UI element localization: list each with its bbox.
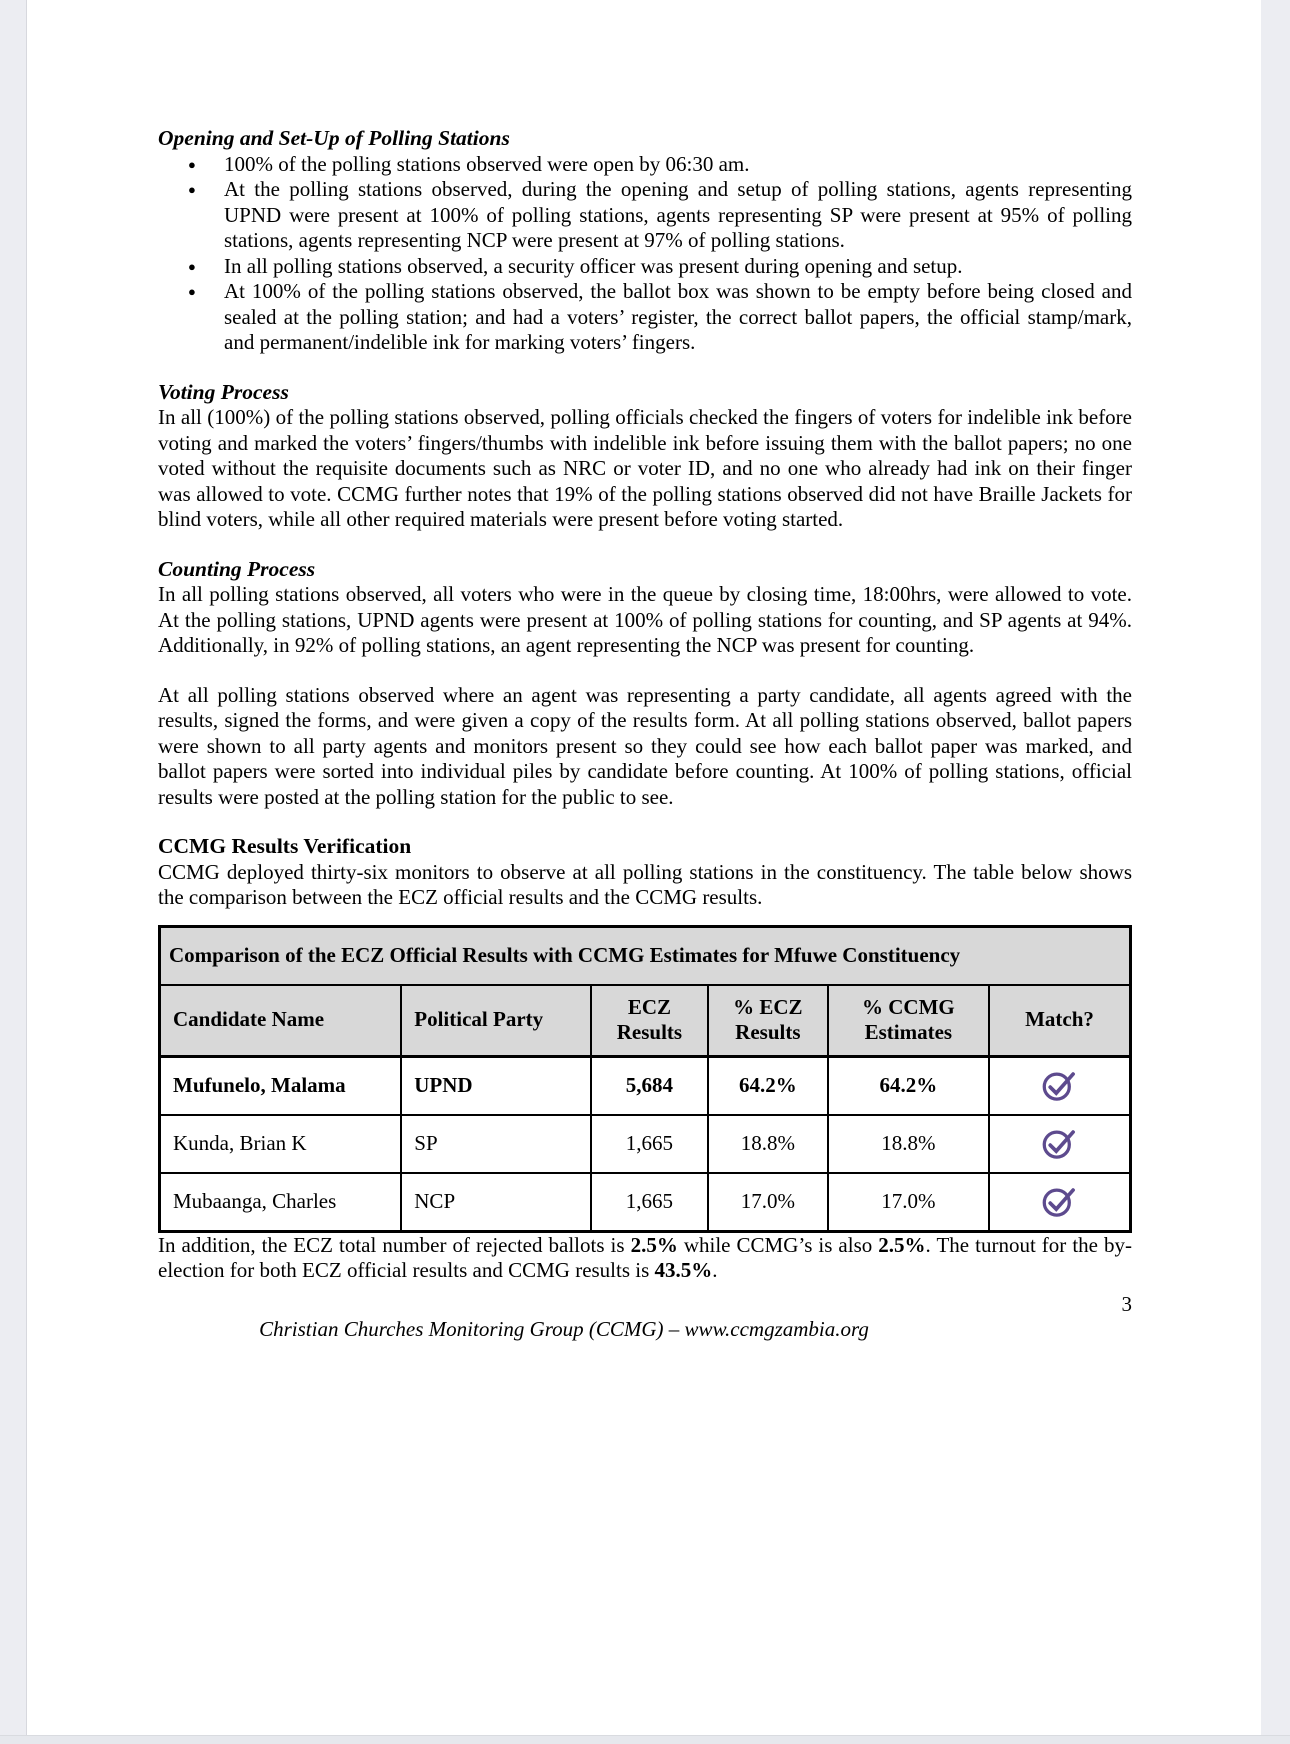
page-margin-right <box>1260 0 1290 1744</box>
party-cell: SP <box>401 1115 591 1173</box>
pct-ecz-cell: 17.0% <box>708 1173 828 1232</box>
bullet-text: At 100% of the polling stations observed, the ballot box was shown to be empty before being closed and sealed at the polling station; and had a voters’ register, the correct ballot papers, the official stamp/mark, and permanent/indelible ink for marking voters’ fingers. <box>224 279 1132 354</box>
column-header-candidate: Candidate Name <box>160 985 402 1057</box>
bottom-bar <box>0 1735 1290 1744</box>
match-check-icon <box>1041 1125 1078 1162</box>
ecz-results-cell: 5,684 <box>591 1056 708 1115</box>
list-item <box>158 152 1132 178</box>
voting-section-heading: Voting Process <box>158 379 289 404</box>
document-footer: Christian Churches Monitoring Group (CCMG) – www.ccmgzambia.org <box>259 1317 869 1341</box>
bullet-icon: ● <box>188 284 196 299</box>
candidate-name-cell: Kunda, Brian K <box>160 1115 402 1173</box>
pct-ecz-cell: 64.2% <box>708 1056 828 1115</box>
closing-bold-value: 2.5% <box>878 1232 926 1257</box>
column-header-party: Political Party <box>401 985 591 1057</box>
opening-section-heading: Opening and Set-Up of Polling Stations <box>158 126 510 150</box>
table-header-row <box>160 985 1131 1057</box>
column-header-pct-ecz: % ECZ Results <box>708 985 828 1057</box>
pct-ccmg-cell: 64.2% <box>828 1056 989 1115</box>
page-number: 3 <box>1121 1291 1132 1316</box>
column-header-match: Match? <box>989 985 1131 1057</box>
counting-paragraph: In all polling stations observed, all voters who were in the queue by closing time, 18:00hrs, were allowed to vote. At the polling stations, UPND agents were present at 100% of polling stations for counting, and SP agents at 94%. Additionally, in 92% of polling stations, an agent representing the NCP was present for counting. <box>158 582 1132 657</box>
counting-paragraph-2: At all polling stations observed where an agent was representing a party candidate, all agents agreed with the results, signed the forms, and were given a copy of the results form. At all polling stations observed, ballot papers were shown to all party agents and monitors present so they could see how each ballot paper was marked, and ballot papers were sorted into individual piles by candidate before counting. At 100% of polling stations, official results were posted at the polling station for the public to see. <box>158 682 1132 809</box>
list-item <box>158 254 1132 280</box>
page-content <box>158 126 1132 1343</box>
voting-paragraph: In all (100%) of the polling stations observed, polling officials checked the fingers of voters for indelible ink before voting and marked the voters’ fingers/thumbs with indelible ink before issuing them with the ballot papers; no one voted without the requisite documents such as NRC or voter ID, and no one who already had ink on their finger was allowed to vote. CCMG further notes that 19% of the polling stations observed did not have Braille Jackets for blind voters, while all other required materials were present before voting started. <box>158 405 1132 531</box>
candidate-name-cell: Mubaanga, Charles <box>160 1173 402 1232</box>
table-row <box>160 1173 1131 1232</box>
verification-section-heading: CCMG Results Verification <box>158 834 412 858</box>
closing-text: while CCMG’s is also <box>677 1232 879 1257</box>
results-comparison-table <box>158 925 1132 1233</box>
page-margin-left <box>0 0 27 1744</box>
table-title: Comparison of the ECZ Official Results with CCMG Estimates for Mfuwe Constituency <box>160 926 1131 985</box>
match-check-icon <box>1041 1183 1078 1220</box>
closing-bold-value: 2.5% <box>630 1232 678 1257</box>
bullet-text: 100% of the polling stations observed were open by 06:30 am. <box>224 151 750 176</box>
bullet-text: At the polling stations observed, during the opening and setup of polling stations, agents representing UPND were present at 100% of polling stations, agents representing SP were present at 95% of polling stations, agents representing NCP were present at 97% of polling stations. <box>224 177 1132 252</box>
opening-bullet-list <box>158 152 1132 356</box>
bullet-icon: ● <box>188 156 196 172</box>
match-check-icon <box>1041 1067 1078 1104</box>
pct-ccmg-cell: 18.8% <box>828 1115 989 1173</box>
match-cell <box>989 1056 1131 1115</box>
bullet-text: In all polling stations observed, a security officer was present during opening and setup. <box>224 253 963 278</box>
bullet-icon: ● <box>188 258 196 274</box>
table-title-row <box>160 926 1131 985</box>
ecz-results-cell: 1,665 <box>591 1115 708 1173</box>
report-page <box>27 0 1261 1736</box>
closing-text: . <box>712 1258 718 1282</box>
column-header-ecz-results: ECZ Results <box>591 985 708 1057</box>
closing-bold-value: 43.5% <box>654 1258 713 1282</box>
candidate-name-cell: Mufunelo, Malama <box>160 1056 402 1115</box>
ecz-results-cell: 1,665 <box>591 1173 708 1232</box>
table-row <box>160 1115 1131 1173</box>
bullet-icon: ● <box>188 182 196 197</box>
table-row <box>160 1056 1131 1115</box>
party-cell: UPND <box>401 1056 591 1115</box>
closing-paragraph <box>158 1233 1132 1284</box>
party-cell: NCP <box>401 1173 591 1232</box>
list-item <box>158 279 1132 356</box>
match-cell <box>989 1115 1131 1173</box>
column-header-pct-ccmg: % CCMG Estimates <box>828 985 989 1057</box>
pct-ecz-cell: 18.8% <box>708 1115 828 1173</box>
match-cell <box>989 1173 1131 1232</box>
closing-text: . The turnout for the by-election for both ECZ official results and CCMG results is <box>158 1232 1132 1282</box>
verification-paragraph: CCMG deployed thirty-six monitors to observe at all polling stations in the constituency. The table below shows the comparison between the ECZ official results and the CCMG results. <box>158 859 1132 909</box>
list-item <box>158 177 1132 254</box>
closing-text: In addition, the ECZ total number of rejected ballots is <box>158 1232 631 1257</box>
counting-section-heading: Counting Process <box>158 556 316 581</box>
pct-ccmg-cell: 17.0% <box>828 1173 989 1232</box>
